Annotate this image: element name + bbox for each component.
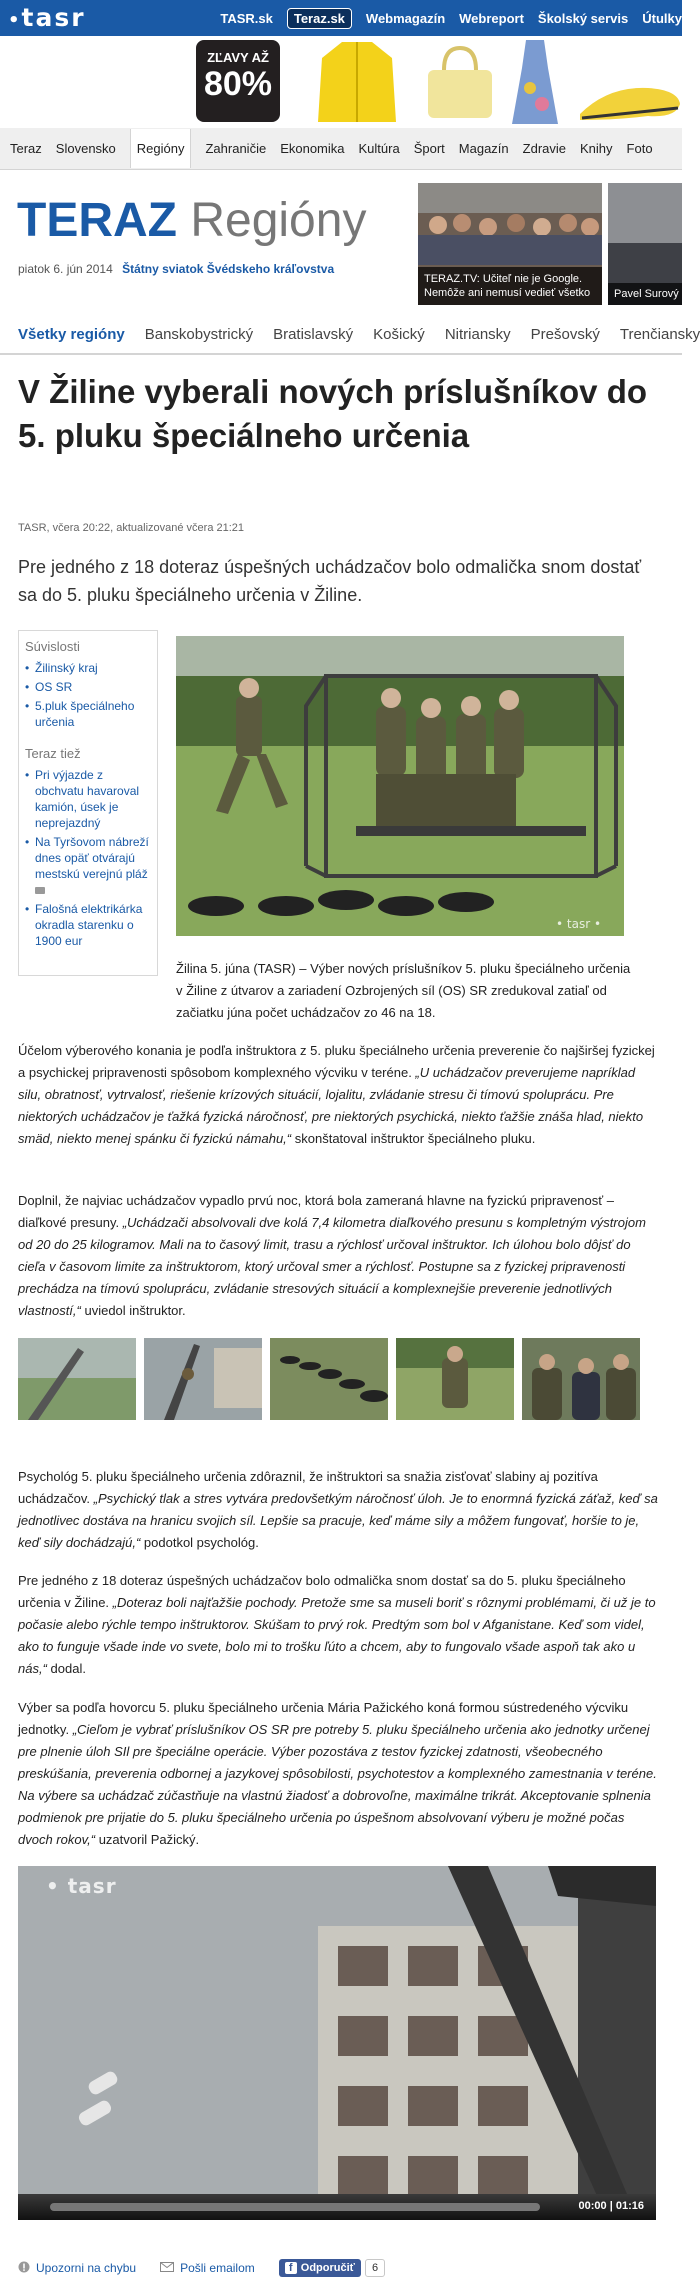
- video-player[interactable]: [18, 1866, 656, 2220]
- ad-shoe-image[interactable]: [578, 76, 682, 126]
- toplink-webmagazin[interactable]: Webmagazín: [365, 10, 446, 26]
- toplink-teraz[interactable]: Teraz.sk: [287, 8, 352, 29]
- warning-icon: [18, 2261, 30, 2276]
- video-frame: [18, 1866, 656, 2220]
- report-error-link[interactable]: [18, 2261, 136, 2276]
- video-progress-bar[interactable]: [50, 2203, 540, 2211]
- article-title: V Žiline vyberali nových príslušníkov do 5. pluku špeciálneho určenia: [18, 373, 648, 454]
- paragraph-5: [18, 1697, 658, 1851]
- facebook-recommend-count: 6: [365, 2259, 385, 2277]
- p1-text-end: skonštatoval inštruktor špeciálneho pluku.: [291, 1131, 536, 1146]
- paragraph-2: [18, 1190, 658, 1322]
- related-link[interactable]: • Žilinský kraj: [25, 660, 153, 676]
- toplink-tasr[interactable]: TASR.sk: [220, 10, 273, 26]
- gallery-image: [18, 1338, 136, 1420]
- camera-icon: [35, 887, 45, 894]
- main-nav: [0, 128, 682, 170]
- send-email-label: Pošli emailom: [180, 2261, 255, 2275]
- gallery-thumb[interactable]: [18, 1338, 136, 1420]
- article-sidebar: [18, 630, 158, 976]
- nav-zdravie[interactable]: Zdravie: [522, 141, 567, 156]
- top-links: [206, 0, 682, 36]
- sale-badge[interactable]: [196, 40, 280, 122]
- toplink-utulky[interactable]: Útulky: [642, 10, 682, 26]
- brand-regiony: Regióny: [190, 194, 367, 247]
- gallery-thumb[interactable]: [396, 1338, 514, 1420]
- video-time: 00:00 | 01:16: [578, 2200, 644, 2212]
- also-link[interactable]: • Pri výjazde z obchvatu havaroval kamión, úsek je neprejazdný: [25, 767, 153, 831]
- article-lead: Pre jedného z 18 doteraz úspešných uchádzačov bolo odmalička snom dostať sa do 5. pluku špeciálneho určenia v Žiline.: [18, 557, 642, 605]
- paragraph-4: [18, 1570, 658, 1680]
- p2-text-end: uviedol inštruktor.: [80, 1303, 186, 1318]
- related-heading: Súvislosti: [25, 639, 80, 654]
- nav-sport[interactable]: Šport: [413, 141, 445, 156]
- nav-zahranicie[interactable]: Zahraničie: [205, 141, 267, 156]
- photo-watermark: • tasr •: [556, 917, 602, 931]
- dateline: [18, 262, 334, 276]
- photo-caption: Žilina 5. júna (TASR) – Výber nových príslušníkov 5. pluku špeciálneho určenia v Žiline z útvarov a zariadení Ozbrojených síl (OS) SR zredukoval zatiaľ od začiatku júna počet uchádzačov zo 46 na 18.: [176, 961, 631, 1020]
- related-link[interactable]: • OS SR: [25, 679, 153, 695]
- gallery-thumb[interactable]: [270, 1338, 388, 1420]
- p4-quote: „Doteraz boli najťažšie pochody. Pretože sme sa museli boriť s rôznymi problémami, či už je to počasie alebo rýchle tempo inštruktorov. Skúšam to prvý rok. Predtým som bol v Afganistane. Keď som videl, ako to funguje všade inde vo svete, bolo mi to trošku ľúto a chcem, aby to fungovalo všade aspoň tak ako u nás,“: [18, 1595, 656, 1676]
- gallery-thumb[interactable]: [144, 1338, 262, 1420]
- article-photo[interactable]: [176, 636, 624, 936]
- ad-dress-image[interactable]: [510, 38, 560, 126]
- ad-handbag-image[interactable]: [422, 44, 498, 122]
- also-link[interactable]: • Falošná elektrikárka okradla starenku o 1900 eur: [25, 901, 153, 949]
- sale-line-1: ZĽAVY AŽ: [207, 50, 269, 65]
- p5-quote: „Cieľom je vybrať príslušníkov OS SR pre potreby 5. pluku špeciálneho určenia ako jednotky určenej pre plnenie úloh SIl pre špeciálne operácie. Výber pozostáva z testov fyzickej zdatnosti, všeobecného preskúšania, preverenia odbornej a jazykovej spôsobilosti, psychotestov a komplexného zamestnania v teréne. Na výbere sa uchádzač zúčastňuje na vlastnú žiadosť a dobrovoľne, maximálne trikrát. Akceptovanie splnenia podmienok pre prijatie do 5. pluku špeciálneho určenia po úspešnom absolvovaní výberu je možné počas dvoch rokov,“: [18, 1722, 657, 1847]
- article-actions: [18, 2256, 658, 2280]
- region-all[interactable]: Všetky regióny: [18, 325, 125, 343]
- nav-regiony[interactable]: Regióny: [130, 129, 192, 168]
- section-brand[interactable]: [17, 193, 366, 248]
- nav-knihy[interactable]: Knihy: [580, 141, 613, 156]
- region-kosicky[interactable]: Košický: [373, 325, 425, 343]
- p5-text-end: uzatvoril Pažický.: [95, 1832, 200, 1847]
- nav-magazin[interactable]: Magazín: [458, 141, 509, 156]
- teraz-tv-card-2[interactable]: [608, 183, 682, 305]
- tv-caption-2: Pavel Surový: [608, 283, 682, 305]
- nav-ekonomika[interactable]: Ekonomika: [280, 141, 345, 156]
- p4-text-end: dodal.: [46, 1661, 86, 1676]
- photo-gallery: [18, 1338, 634, 1420]
- p1-text: Účelom výberového konania je podľa inštruktora z 5. pluku špeciálneho určenia preverenie čo najširšej fyzickej a psychickej pripravenosti spôsobom komplexného výcviku v teréne.: [18, 1043, 655, 1080]
- p3-text-end: podotkol psychológ.: [140, 1535, 259, 1550]
- toplink-skolsky-servis[interactable]: Školský servis: [537, 10, 629, 26]
- teraz-tv-card[interactable]: [418, 183, 602, 305]
- facebook-icon: f: [285, 2262, 297, 2274]
- paragraph-3: [18, 1466, 658, 1554]
- region-nitriansky[interactable]: Nitriansky: [444, 325, 511, 343]
- p1-quote: „U uchádzačov preverujeme napríklad silu, obratnosť, vytrvalosť, riešenie krízových situácií, lojalitu, zvládanie stresu či tímovú spoluprácu. Pre niektorých uchádzačov je ťažká fyzická náročnosť, pre niektorých psychická, niekto ťažšie znáša hlad, niekto smäd, niekto menej spánku či fyzickú námahu,“: [18, 1065, 644, 1146]
- also-link-text: Na Tyršovom nábreží dnes opäť otvárajú mestskú verejnú pláž: [35, 835, 149, 881]
- send-email-link[interactable]: [160, 2261, 255, 2275]
- also-link[interactable]: [25, 834, 153, 898]
- related-list: [25, 660, 153, 730]
- related-link[interactable]: • 5.pluk špeciálneho určenia: [25, 698, 153, 730]
- region-bratislavsky[interactable]: Bratislavský: [273, 325, 354, 343]
- toplink-webreport[interactable]: Webreport: [459, 10, 524, 26]
- email-icon: [160, 2261, 174, 2275]
- p4-text: Pre jedného z 18 doteraz úspešných uchádzačov bolo odmalička snom dostať sa do 5. pluku špeciálneho určenia v Žiline.: [18, 1573, 626, 1610]
- paragraph-1: [18, 1040, 658, 1150]
- ad-jacket-image[interactable]: [312, 38, 402, 124]
- region-banskobystricky[interactable]: Banskobystrický: [144, 325, 254, 343]
- tv-caption: TERAZ.TV: Učiteľ nie je Google. Nemôže ani nemusí vedieť všetko: [418, 267, 602, 305]
- facebook-recommend-button[interactable]: [279, 2259, 361, 2277]
- gallery-image: [144, 1338, 262, 1420]
- video-watermark: • tasr: [46, 1874, 117, 1898]
- article-meta: TASR, včera 20:22, aktualizované včera 21:21: [18, 522, 245, 534]
- video-controls: [18, 2194, 656, 2220]
- report-error-label: Upozorni na chybu: [36, 2261, 137, 2275]
- region-trenciansky[interactable]: Trenčiansky: [619, 325, 700, 343]
- holiday-link[interactable]: Štátny sviatok Švédskeho kráľovstva: [122, 262, 335, 276]
- ad-banner[interactable]: [0, 36, 682, 128]
- tasr-logo[interactable]: •tasr: [8, 3, 86, 32]
- sale-line-2: 80%: [203, 65, 273, 103]
- region-nav: [0, 315, 700, 355]
- also-list: [25, 767, 153, 949]
- brand-teraz: TERAZ: [17, 194, 177, 247]
- gallery-thumb[interactable]: [522, 1338, 640, 1420]
- p2-text: Doplnil, že najviac uchádzačov vypadlo prvú noc, ktorá bola zameraná hlavne na fyzickú pripravenosť – diaľkové presuny.: [18, 1193, 614, 1230]
- nav-foto[interactable]: Foto: [626, 141, 653, 156]
- nav-teraz[interactable]: Teraz: [10, 141, 42, 156]
- p2-quote: „Uchádzači absolvovali dve kolá 7,4 kilometra diaľkového presunu s kompletným výstrojom od 20 do 25 kilogramov. Mali na to časový limit, trasu a rýchlosť určoval inštruktor. Ich úlohou bolo dôjsť do cieľa v časovom limite za inštruktorom, ktorý určoval smer a rýchlosť. Postupne sa z fyzickej pripravenosti prechádza na tímovú spoluprácu, zvládanie stresových situácií a komplexnejšie preverenie jednotlivých vlastností,“: [18, 1215, 646, 1318]
- gallery-image: [270, 1338, 388, 1420]
- p3-quote: „Psychický tlak a stres vytvára predovšetkým náročnosť úloh. Je to enormná fyzická záťaž, keď sa jednotlivec dostáva na hranicu svojich síl. Lepšie sa pracuje, keď máme sily a môžem fungovať, horšie to je, keď sily dochádzajú,“: [18, 1491, 658, 1550]
- p3-text: Psychológ 5. pluku špeciálneho určenia zdôraznil, že inštruktori sa snažia zisťovať slabiny aj pozitíva uchádzačov.: [18, 1469, 598, 1506]
- gallery-image: [396, 1338, 514, 1420]
- current-date: piatok 6. jún 2014: [18, 262, 113, 276]
- region-presovsky[interactable]: Prešovský: [530, 325, 600, 343]
- soldiers-photo: [176, 636, 624, 936]
- top-bar: [0, 0, 682, 36]
- gallery-image: [522, 1338, 640, 1420]
- facebook-recommend-label: Odporučiť: [300, 2262, 355, 2274]
- p5-text: Výber sa podľa hovorcu 5. pluku špeciálneho určenia Mária Pažického koná formou sústredeného výcviku jednotky.: [18, 1700, 629, 1737]
- nav-slovensko[interactable]: Slovensko: [55, 141, 116, 156]
- also-heading: Teraz tiež: [25, 746, 81, 761]
- nav-kultura[interactable]: Kultúra: [358, 141, 400, 156]
